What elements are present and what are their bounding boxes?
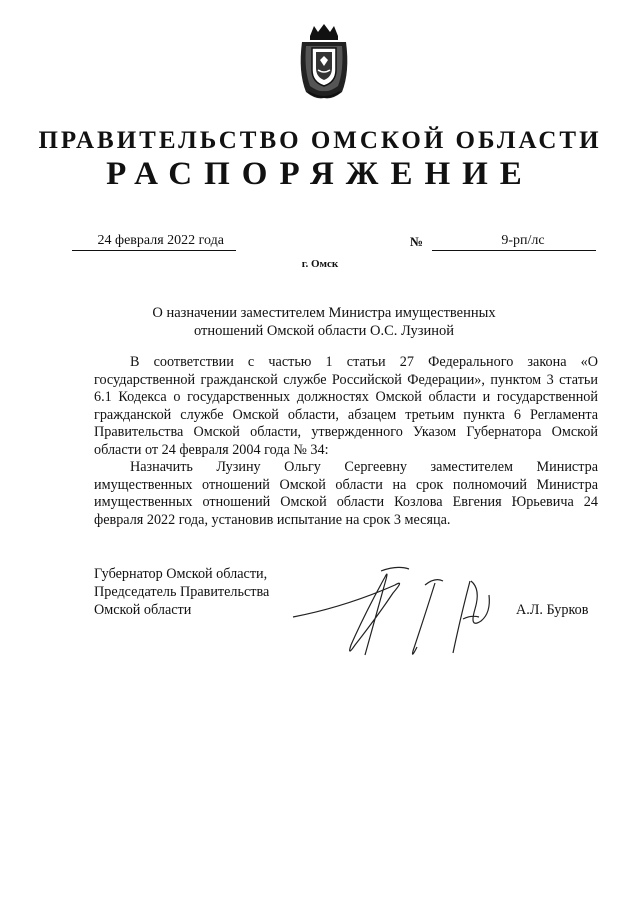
signer-position	[94, 565, 304, 619]
document-number: 9-рп/лс	[432, 232, 596, 251]
government-title: ПРАВИТЕЛЬСТВО ОМСКОЙ ОБЛАСТИ	[38, 127, 602, 154]
number-sign: №	[410, 234, 424, 249]
coat-of-arms-icon	[296, 22, 352, 102]
subject-line-2: отношений Омской области О.С. Лузиной	[193, 323, 455, 339]
document-subject	[130, 304, 518, 340]
handwritten-signature	[285, 555, 515, 670]
signer-position-line-3: Омской области	[94, 602, 192, 618]
signer-position-line-2: Председатель Правительства	[94, 584, 270, 600]
document-city: г. Омск	[301, 258, 339, 270]
body-paragraph-1: В соответствии с частью 1 статьи 27 Федерального закона «О государственной гражданской службе Российской Федерации», пунктом 3 статьи 6.1 Кодекса о государственных должностях Омской области и государственной гражданской службе Омской области, абзацем третьим пункта 6 Регламента Правительства Омской области, утвержденного Указом Губернатора Омской области от 24 февраля 2004 года № 34:	[94, 354, 598, 458]
signer-name: А.Л. Бурков	[516, 602, 589, 618]
document-type: РАСПОРЯЖЕНИЕ	[106, 156, 534, 192]
body-paragraph-2: Назначить Лузину Ольгу Сергеевну заместителем Министра имущественных отношений Омской области на срок полномочий Министра имущественных отношений Омской области Козлова Евгения Юрьевича 24 февраля 2022 года, установив испытание на срок 3 месяца.	[94, 459, 598, 528]
document-body	[94, 354, 598, 529]
subject-line-1: О назначении заместителем Министра имущественных	[152, 305, 496, 321]
document-date: 24 февраля 2022 года	[72, 232, 236, 251]
signer-position-line-1: Губернатор Омской области,	[94, 566, 268, 582]
